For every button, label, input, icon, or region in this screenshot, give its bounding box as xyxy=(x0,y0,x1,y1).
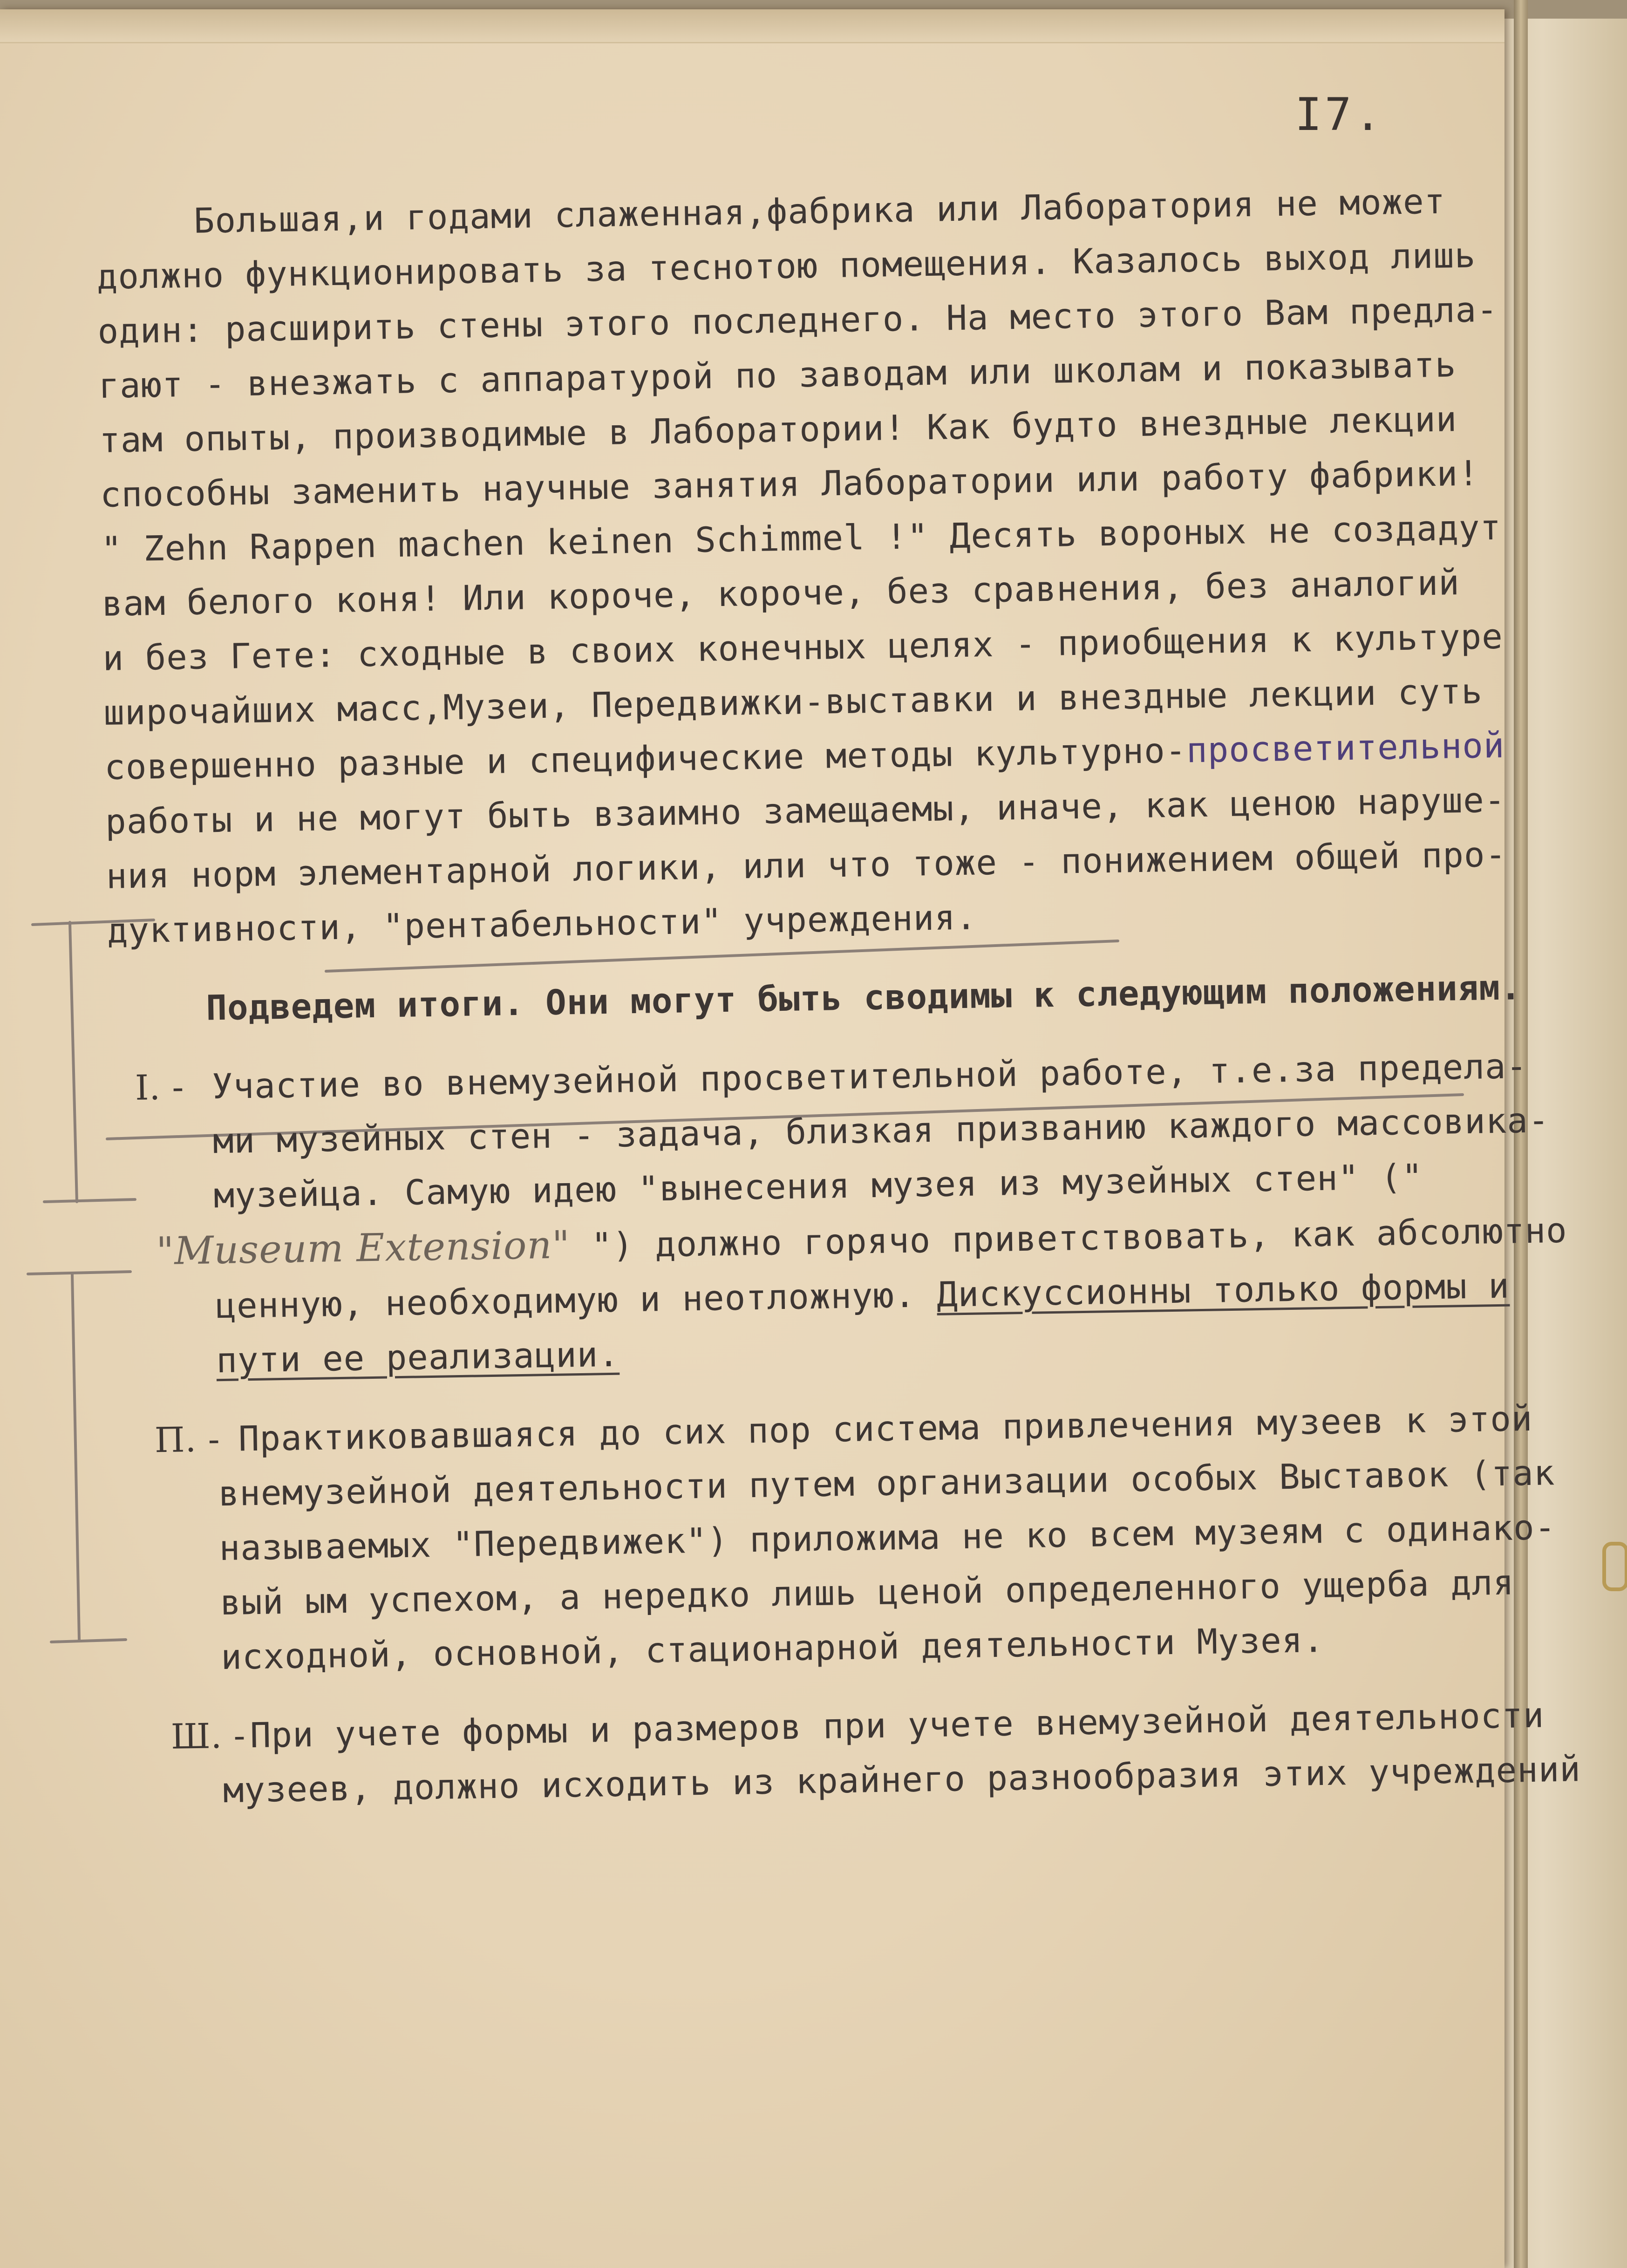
item-i-line-5-plain: ценную, необходимую и неотложную. xyxy=(215,1275,916,1327)
pencil-bracket-i-bottom xyxy=(51,1640,126,1642)
text-line-1: Большая,и годами слаженная,фабрика или Лаборатория не может xyxy=(193,181,1446,241)
item-i-numeral: I. - xyxy=(135,1067,185,1108)
text-line-11-violet: просветительной xyxy=(1186,725,1505,771)
item-ii-line-4: вый ым успехом, а нередко лишь ценой определенного ущерба для xyxy=(219,1562,1515,1623)
item-i-line-4-typed: ") должно горячо приветствовать, как абсолютно xyxy=(591,1210,1568,1266)
summary-heading: Подведем итоги. Они могут быть сводимы к следующим положениям. xyxy=(205,967,1522,1028)
pencil-bracket-vertical xyxy=(70,922,77,1202)
item-i-line-6-underlined: пути ее реализации. xyxy=(216,1334,620,1381)
item-i-line-3: музейца. Самую идею "вынесения музея из музейных стен" (" xyxy=(213,1157,1423,1216)
typed-page xyxy=(0,9,1581,2268)
text-line-13: ния норм элементарной логики, или что тоже - понижением общей про- xyxy=(106,834,1507,897)
text-line-10: широчайших масс,Музеи, Передвижки-выставки и внездные лекции суть xyxy=(103,671,1483,733)
item-ii-numeral: П. - xyxy=(154,1419,221,1461)
item-ii-text: Практиковавшаяся до сих пор система привлечения музеев к этой xyxy=(238,1398,1533,1459)
item-i-line-2: ми музейных стен - задача, близкая призванию каждого массовика- xyxy=(212,1100,1550,1162)
pencil-bracket-i-vertical xyxy=(72,1274,79,1640)
page-number: I7. xyxy=(1295,89,1384,141)
text-line-8: вам белого коня! Или короче, короче, без сравнения, без аналогий xyxy=(102,563,1460,624)
text-line-2: должно функционировать за теснотою помещения. Казалось выход лишь xyxy=(96,235,1476,297)
handwritten-text: Museum Extension xyxy=(174,1223,552,1274)
text-line-5: там опыты, производимые в Лаборатории! Как будто внездные лекции xyxy=(99,399,1457,461)
text-line-7: " Zehn Rappen machen keinen Schimmel !" Десять вороных не создадут xyxy=(101,507,1502,570)
text-line-14: дуктивности, "рентабельности" учреждения. xyxy=(107,897,977,951)
item-ii-line-2: внемузейной деятельности путем организации особых Выставок (так xyxy=(218,1453,1555,1514)
item-ii-line-5: исходной, основной, стационарной деятельности Музея. xyxy=(220,1620,1325,1678)
text-line-3: один: расширить стены этого последнего. На место этого Вам предла- xyxy=(97,289,1498,352)
item-i-line-5-underlined: Дискуссионны только формы и xyxy=(936,1266,1510,1315)
item-ii-line-3: называемых "Передвижек") приложима не ко всем музеям с одинако- xyxy=(218,1507,1556,1569)
body-text xyxy=(95,174,1581,1819)
text-line-4: гают - внезжать с аппаратурой по заводам или школам и показывать xyxy=(98,345,1457,406)
item-i-text: Участие во внемузейной просветительной работе, т.е.за предела- xyxy=(211,1046,1528,1107)
paper-clip-mark xyxy=(1602,1542,1627,1591)
item-iii-numeral: Ш. - xyxy=(170,1716,246,1757)
item-iii-text: При учете формы и размеров при учете внемузейной деятельности xyxy=(250,1695,1545,1756)
text-line-6: способны заменить научные занятия Лаборатории или работу фабрики! xyxy=(100,453,1480,515)
handwritten-museum-extension: "Museum Extension" xyxy=(156,1223,571,1274)
text-line-11-typed: совершенно разные и специфические методы культурно- xyxy=(104,730,1187,788)
text-line-12: работы и не могут быть взаимно замещаемы, иначе, как ценою наруше- xyxy=(105,780,1506,842)
item-iii-line-2: музеев, должно исходить из крайнего разнообразия этих учреждений xyxy=(223,1749,1581,1811)
text-line-9: и без Гете: сходные в своих конечных целях - приобщения к культуре xyxy=(102,616,1504,679)
